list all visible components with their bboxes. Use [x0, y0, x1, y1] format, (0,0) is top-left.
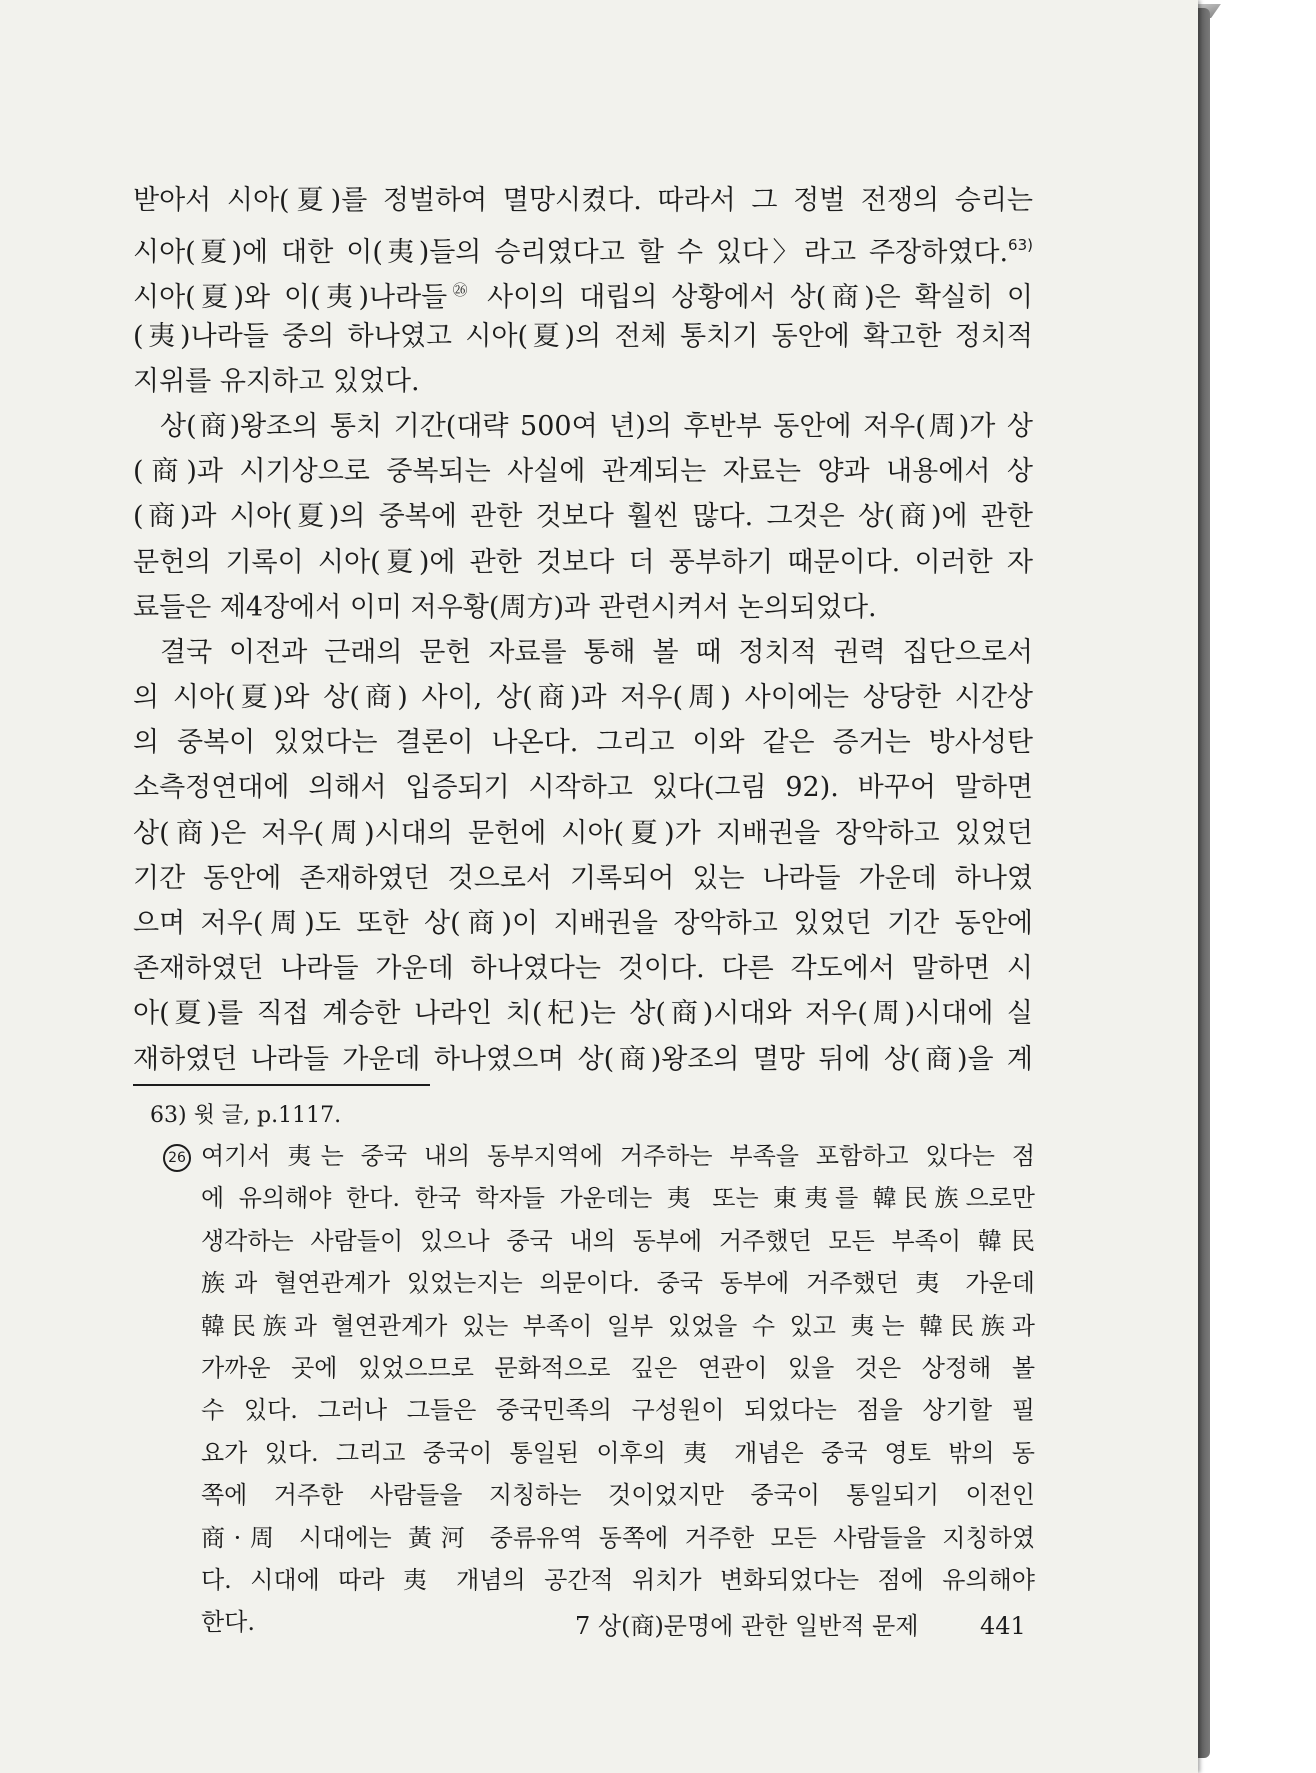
text-line: 문헌의 기록이 시아(夏)에 관한 것보다 더 풍부하기 때문이다. 이러한 자	[133, 546, 1033, 578]
body-text	[133, 178, 1033, 1082]
note-line: 한다.	[201, 1608, 255, 1637]
note-line: 26 여기서 夷는 중국 내의 동부지역에 거주하는 부족을 포함하고 있다는 점	[163, 1135, 1035, 1177]
text-line: 존재하였던 나라들 가운데 하나였다는 것이다. 다른 각도에서 말하면 시	[133, 953, 1033, 985]
note-line: 가까운 곳에 있었으므로 문화적으로 깊은 연관이 있을 것은 상정해 볼	[201, 1353, 1035, 1382]
note-line: 생각하는 사람들이 있으나 중국 내의 동부에 거주했던 모든 부족이 韓民	[201, 1226, 1035, 1255]
text-line: (商)과 시기상으로 중복되는 사실에 관계되는 자료는 양과 내용에서 상	[133, 456, 1033, 488]
text-line: 시아(夏)에 대한 이(夷)들의 승리였다고 할 수 있다〉라고 주장하였다.$^{63)}$	[133, 236, 1033, 269]
note-line: 에 유의해야 한다. 한국 학자들 가운데는 夷 또는 東夷를 韓民族으로만	[201, 1184, 1035, 1213]
note-line: 族과 혈연관계가 있었는지는 의문이다. 중국 동부에 거주했던 夷 가운데	[201, 1269, 1035, 1298]
text-line: 으며 저우(周)도 또한 상(商)이 지배권을 장악하고 있었던 기간 동안에	[133, 908, 1033, 939]
note-line: 商·周 시대에는 黃河 중류유역 동쪽에 거주한 모든 사람들을 지칭하였	[201, 1523, 1035, 1552]
running-footer: 7 상(商)문명에 관한 일반적 문제	[575, 1612, 919, 1640]
text-line: 결국 이전과 근래의 문헌 자료를 통해 볼 때 정치적 권력 집단으로서	[160, 636, 1033, 668]
note-line: 쪽에 거주한 사람들을 지칭하는 것이었지만 중국이 통일되기 이전인	[201, 1481, 1035, 1510]
circled-number-marker: 26	[163, 1144, 191, 1172]
page-number: 441	[980, 1612, 1026, 1640]
text-line: 시아(夏)와 이(夷)나라들$^㉖$ 사이의 대립의 상황에서 상(商)은 확실히 이	[133, 281, 1033, 314]
note-line: 요가 있다. 그리고 중국이 통일된 이후의 夷 개념은 중국 영토 밖의 동	[201, 1438, 1035, 1467]
text-line: (夷)나라들 중의 하나였고 시아(夏)의 전체 통치기 동안에 확고한 정치적	[133, 320, 1033, 352]
text-line: 상(商)왕조의 통치 기간(대략 500여 년)의 후반부 동안에 저우(周)가 상	[160, 410, 1033, 442]
footnote-divider	[133, 1084, 430, 1086]
text-line: 료들은 제4장에서 이미 저우황(周方)과 관련시켜서 논의되었다.	[133, 591, 877, 623]
text-line: (商)과 시아(夏)의 중복에 관한 것보다 훨씬 많다. 그것은 상(商)에 관한	[133, 501, 1033, 533]
footnote-ref-63: 63)	[1008, 236, 1033, 255]
text-line: 지위를 유지하고 있었다.	[133, 365, 420, 397]
text-line: 의 시아(夏)와 상(商) 사이, 상(商)과 저우(周) 사이에는 상당한 시간상	[133, 682, 1033, 714]
text-line: 재하였던 나라들 가운데 하나였으며 상(商)왕조의 멸망 뒤에 상(商)을 계	[133, 1043, 1033, 1075]
footnote-63: 63) 윗 글, p.1117.	[150, 1103, 342, 1128]
text-line: 소측정연대에 의해서 입증되기 시작하고 있다(그림 92). 바꾸어 말하면	[133, 772, 1033, 804]
text-line: 의 중복이 있었다는 결론이 나온다. 그리고 이와 같은 증거는 방사성탄	[133, 727, 1033, 759]
text-line: 기간 동안에 존재하였던 것으로서 기록되어 있는 나라들 가운데 하나였	[133, 862, 1033, 894]
text-line: 상(商)은 저우(周)시대의 문헌에 시아(夏)가 지배권을 장악하고 있었던	[133, 817, 1033, 849]
note-line: 수 있다. 그러나 그들은 중국민족의 구성원이 되었다는 점을 상기할 필	[201, 1396, 1035, 1425]
note-line: 다. 시대에 따라 夷 개념의 공간적 위치가 변화되었다는 점에 유의해야	[201, 1565, 1035, 1594]
text-line: 아(夏)를 직접 계승한 나라인 치(杞)는 상(商)시대와 저우(周)시대에 실	[133, 998, 1033, 1030]
note-line: 韓民族과 혈연관계가 있는 부족이 일부 있었을 수 있고 夷는 韓民族과	[201, 1311, 1035, 1340]
text-line: 받아서 시아(夏)를 정벌하여 멸망시켰다. 따라서 그 정벌 전쟁의 승리는	[133, 185, 1033, 216]
footnote-ref-26: ㉖	[447, 281, 474, 300]
footnote-26	[163, 1135, 1035, 1644]
